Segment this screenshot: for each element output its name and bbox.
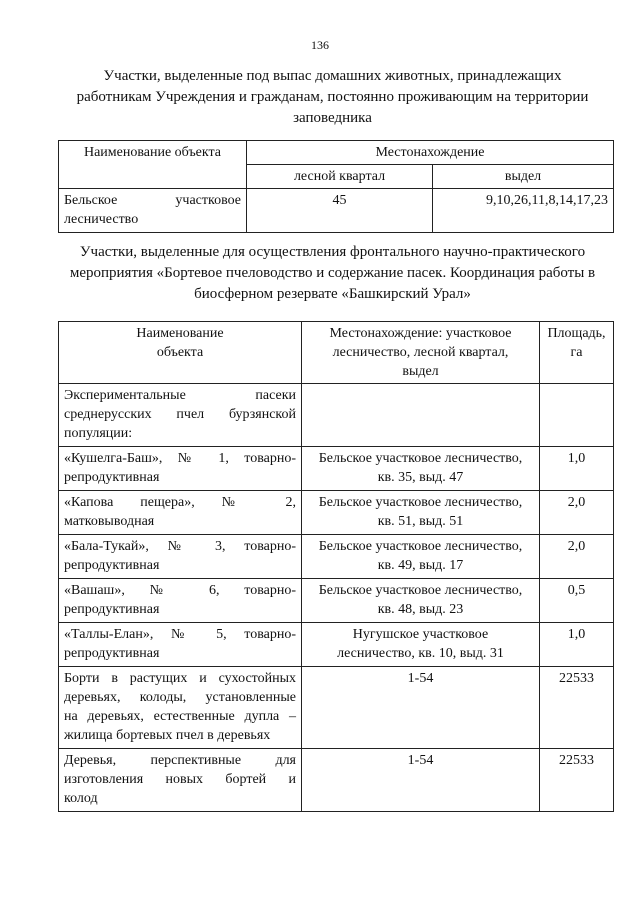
area-cell: 1,0 [540,447,614,491]
table-row [59,491,614,535]
object-name-cell: «Кушелга-Баш», № 1, товарно- репродуктивная [59,447,302,491]
location-cell: Бельское участковое лесничество, кв. 49, выд. 17 [302,535,540,579]
table-row [59,667,614,749]
object-name-cell: «Капова пещера», № 2, матковыводная [59,491,302,535]
apiary-plots-table [58,321,614,812]
quarter-cell: 45 [247,189,433,233]
object-name-cell: Борти в растущих и сухостойных деревьях, колоды, установленные на деревьях, естественные дупла – жилища бортевых пчел в деревьях [59,667,302,749]
table-row [59,535,614,579]
area-cell: 1,0 [540,623,614,667]
header-object-name: Наименование объекта [59,141,247,189]
area-cell: 2,0 [540,535,614,579]
grazing-plots-table [58,140,614,233]
location-cell [302,384,540,447]
location-cell: Бельское участковое лесничество, кв. 51, выд. 51 [302,491,540,535]
header-area: Площадь, га [540,322,614,384]
table-row [59,579,614,623]
object-name-cell: Деревья, перспективные для изготовления новых бортей и колод [59,749,302,812]
area-cell [540,384,614,447]
area-cell: 2,0 [540,491,614,535]
location-cell: Бельское участковое лесничество, кв. 35, выд. 47 [302,447,540,491]
table-row [59,749,614,812]
location-cell: Нугушское участковое лесничество, кв. 10, выд. 31 [302,623,540,667]
header-location: Местонахождение [247,141,614,165]
table-row [59,623,614,667]
object-name-cell: Экспериментальные пасеки среднерусских пчел бурзянской популяции: [59,384,302,447]
area-cell: 0,5 [540,579,614,623]
object-name-cell: «Таллы-Елан», № 5, товарно- репродуктивная [59,623,302,667]
header-forest-quarter: лесной квартал [247,165,433,189]
object-name-cell: «Вашаш», № 6, товарно- репродуктивная [59,579,302,623]
header-section: выдел [433,165,614,189]
table-row [59,384,614,447]
section1-title: Участки, выделенные под выпас домашних животных, принадлежащих работникам Учреждения и гражданам, постоянно проживающим на территории заповедника [76,68,589,126]
area-cell: 22533 [540,667,614,749]
header-location: Местонахождение: участковое лесничество, лесной квартал, выдел [302,322,540,384]
location-cell: Бельское участковое лесничество, кв. 48, выд. 23 [302,579,540,623]
table-row [59,189,614,233]
object-name-cell: «Бала-Тукай», № 3, товарно- репродуктивная [59,535,302,579]
section2-title: Участки, выделенные для осуществления фронтального научно-практического мероприятия «Бортевое пчеловодство и содержание пасек. Координация работы в биосферном резервате «Башкирский Урал» [69,244,596,302]
header-object-name: Наименование объекта [59,322,302,384]
page-number: 136 [311,38,329,52]
location-cell: 1-54 [302,667,540,749]
table-row [59,447,614,491]
area-cell: 22533 [540,749,614,812]
location-cell: 1-54 [302,749,540,812]
object-name-cell: Бельское участковое лесничество [59,189,247,233]
section-cell: 9,10,26,11,8,14,17,23 [433,189,614,233]
